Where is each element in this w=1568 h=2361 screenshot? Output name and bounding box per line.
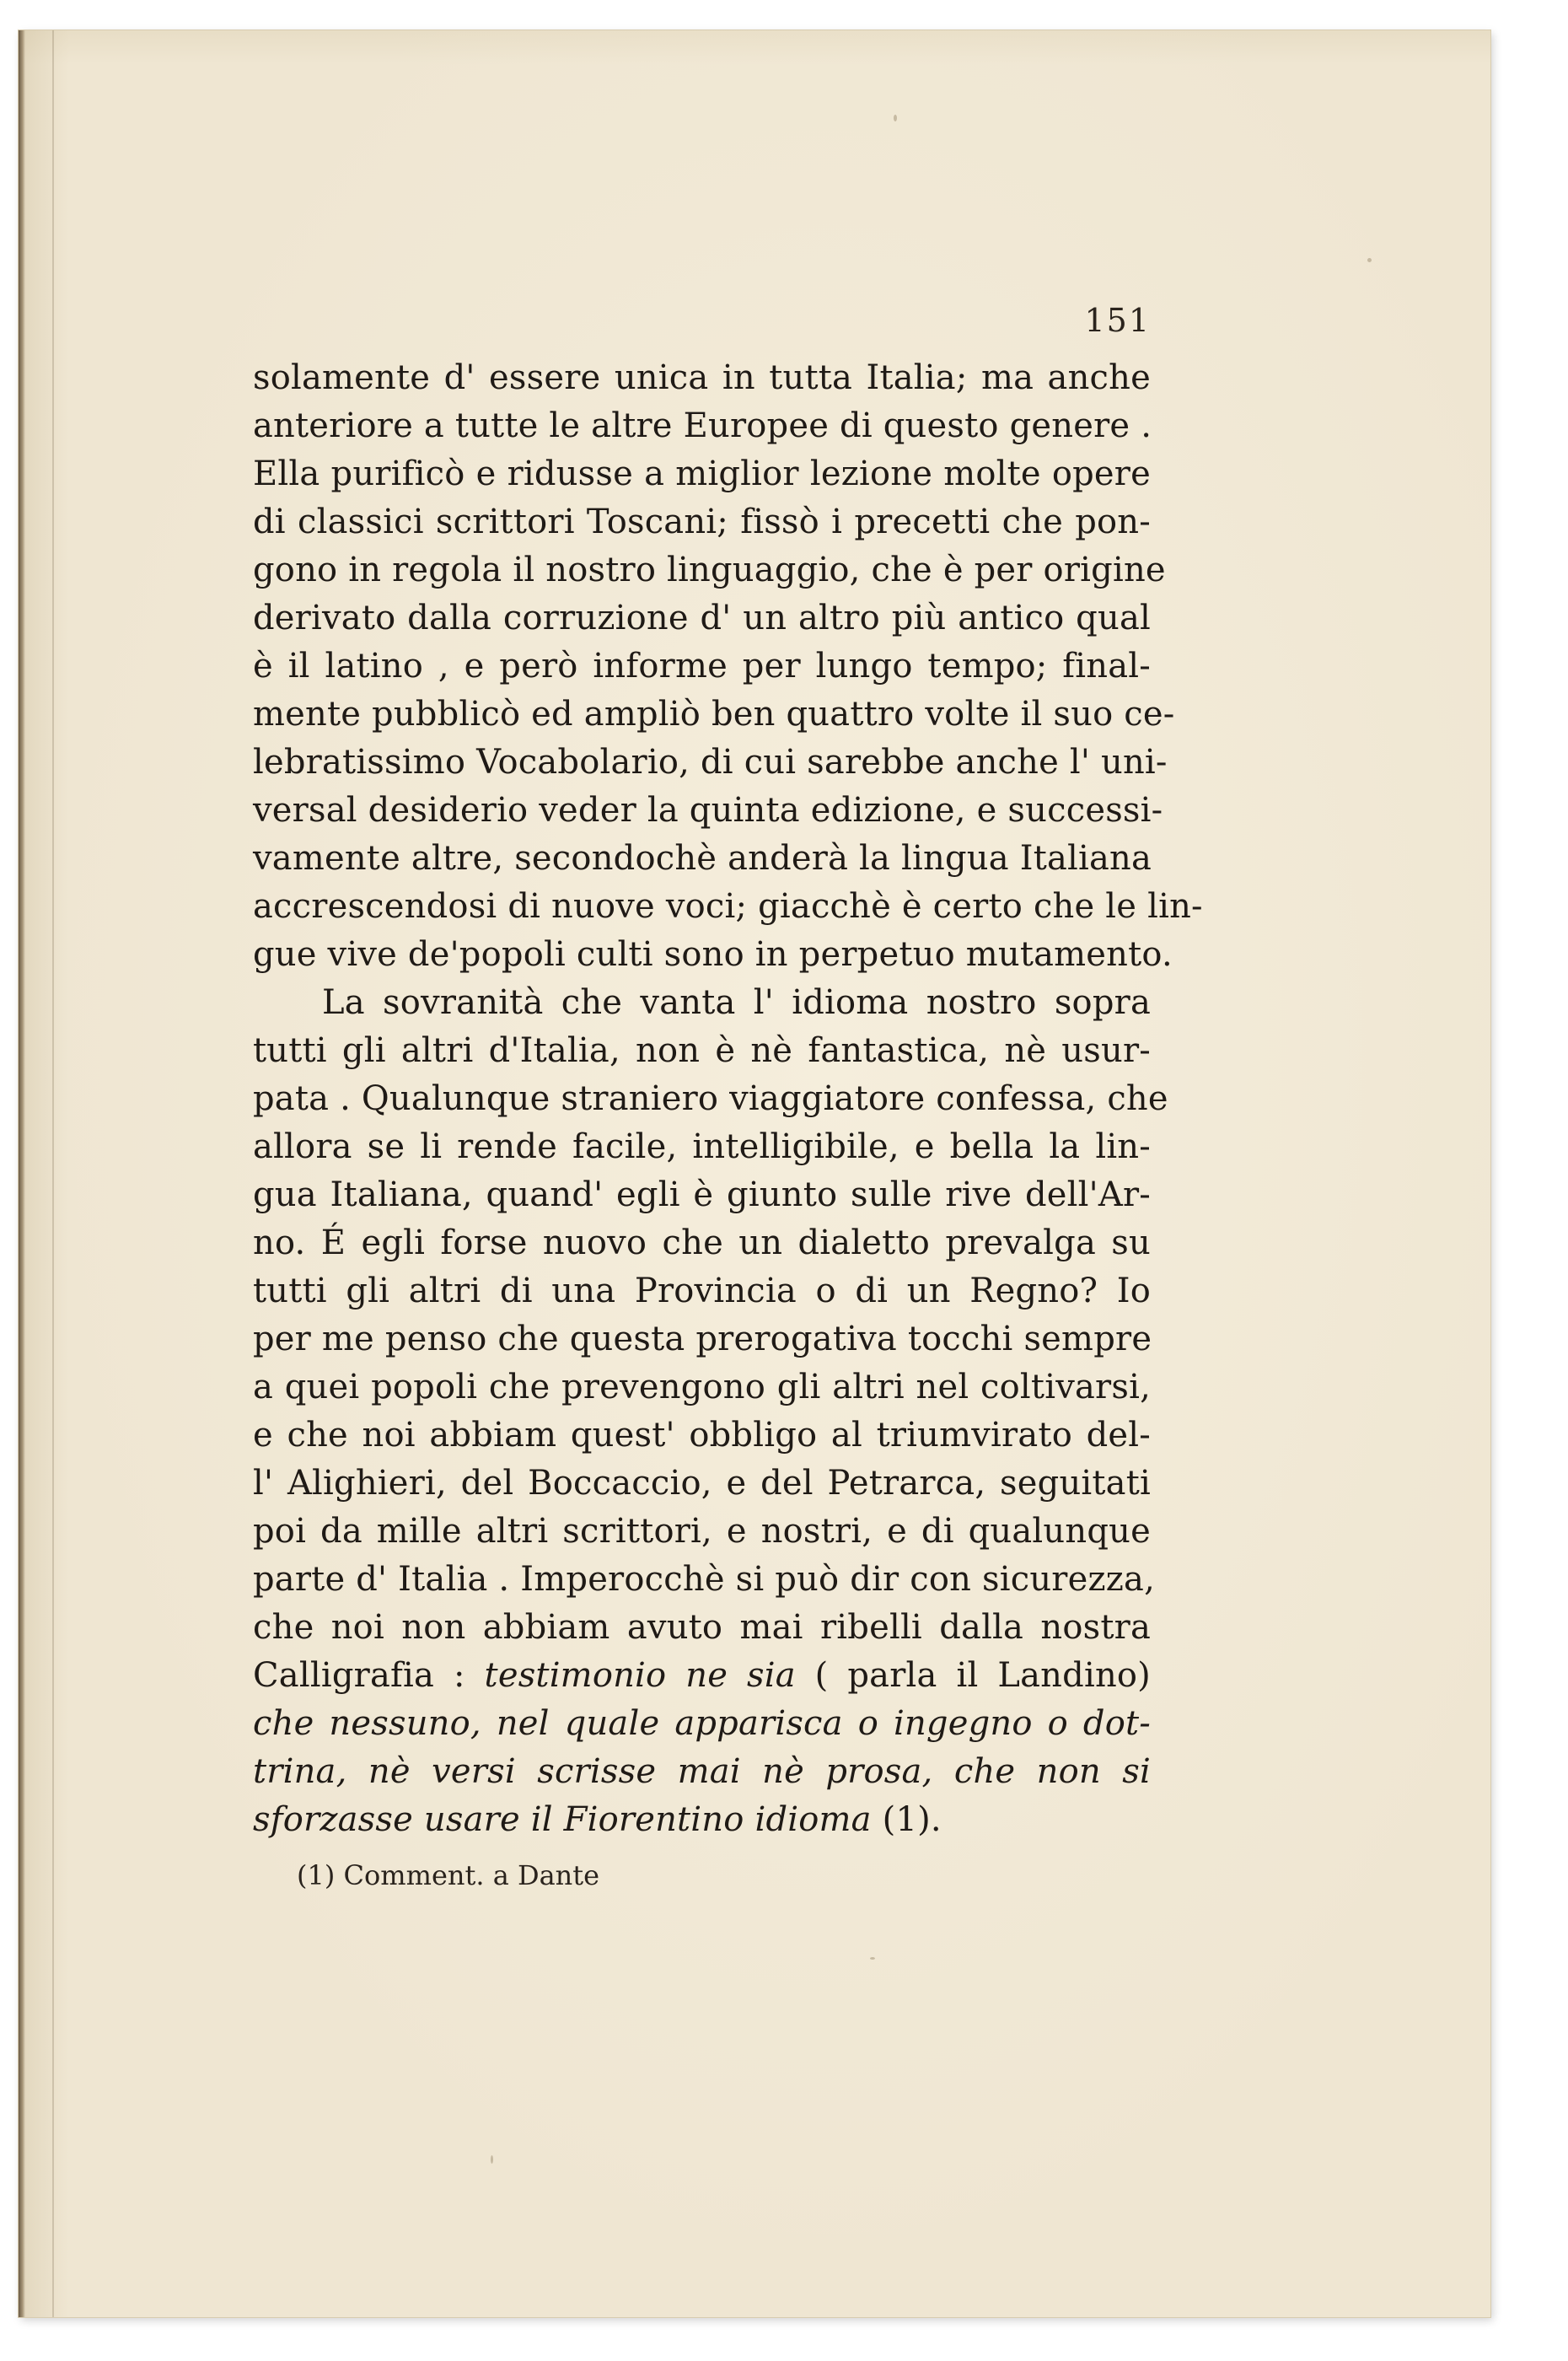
text-line-mixed: [253, 1652, 1151, 1700]
text-line: no. É egli forse nuovo che un dialetto prevalga su: [253, 1224, 1151, 1262]
text-line: gue vive de'popoli culti sono in perpetuo mutamento.: [253, 935, 1173, 974]
text-line: poi da mille altri scrittori, e nostri, e di qualunque: [253, 1512, 1151, 1551]
text-line: pata . Qualunque straniero viaggiatore confessa, che: [253, 1079, 1168, 1118]
text-line: l' Alighieri, del Boccaccio, e del Petrarca, seguitati: [253, 1464, 1151, 1503]
text-line: accrescendosi di nuove voci; giacchè è certo che le lin-: [253, 887, 1203, 926]
text-line: parte d' Italia . Imperocchè si può dir con sicurezza,: [253, 1560, 1155, 1599]
text-line: gua Italiana, quand' egli è giunto sulle rive dell'Ar-: [253, 1175, 1151, 1214]
text-line: è il latino , e però informe per lungo tempo; final-: [253, 647, 1151, 686]
text-line: tutti gli altri di una Provincia o di un Regno? Io: [253, 1272, 1151, 1310]
paragraph-2: [253, 979, 1168, 1844]
text-line: Ella purificò e ridusse a miglior lezione molte opere: [253, 454, 1151, 493]
text-line: lebratissimo Vocabolario, di cui sarebbe anche l' uni-: [253, 743, 1168, 782]
text-line: La sovranità che vanta l' idioma nostro sopra: [322, 983, 1151, 1022]
text-line: vamente altre, secondochè anderà la lingua Italiana: [253, 839, 1152, 878]
text-line: mente pubblicò ed ampliò ben quattro volte il suo ce-: [253, 695, 1175, 734]
spine-edge: [19, 30, 25, 2317]
text-line-final: [253, 1796, 1151, 1844]
text-line: per me penso che questa prerogativa tocchi sempre: [253, 1320, 1152, 1358]
text-italic: testimonio ne sia: [484, 1656, 796, 1695]
text-italic: sforzasse usare il Fiorentino idioma: [253, 1800, 872, 1839]
text-line: anteriore a tutte le altre Europee di questo genere .: [253, 406, 1152, 445]
footnote-marker: (1).: [871, 1800, 942, 1839]
text-line-italic: che nessuno, nel quale apparisca o ingegno o dot-: [253, 1704, 1151, 1743]
text-line: a quei popoli che prevengono gli altri nel coltivarsi,: [253, 1368, 1151, 1406]
footnote: (1) Comment. a Dante: [297, 1859, 600, 1891]
text-line: di classici scrittori Toscani; fissò i precetti che pon-: [253, 503, 1151, 541]
text-roman: Calligrafia :: [253, 1656, 485, 1695]
fold-line: [52, 30, 54, 2317]
text-line: tutti gli altri d'Italia, non è nè fantastica, nè usur-: [253, 1031, 1151, 1070]
text-line: gono in regola il nostro linguaggio, che è per origine: [253, 551, 1166, 589]
text-block: [253, 302, 1203, 1895]
text-line: versal desiderio veder la quinta edizione, e successi-: [253, 791, 1163, 830]
text-line-italic: trina, nè versi scrisse mai nè prosa, che non si: [253, 1752, 1151, 1791]
text-line: derivato dalla corruzione d' un altro più antico qual: [253, 599, 1151, 637]
text-line: che noi non abbiam avuto mai ribelli dalla nostra: [253, 1608, 1151, 1647]
page-number: 151: [1084, 302, 1151, 339]
paragraph-1: [253, 354, 1203, 979]
text-line: solamente d' essere unica in tutta Italia; ma anche: [253, 358, 1151, 397]
text-line: e che noi abbiam quest' obbligo al triumvirato del-: [253, 1416, 1151, 1455]
text-roman: ( parla il Landino): [795, 1656, 1151, 1695]
text-line: allora se li rende facile, intelligibile, e bella la lin-: [253, 1127, 1151, 1166]
